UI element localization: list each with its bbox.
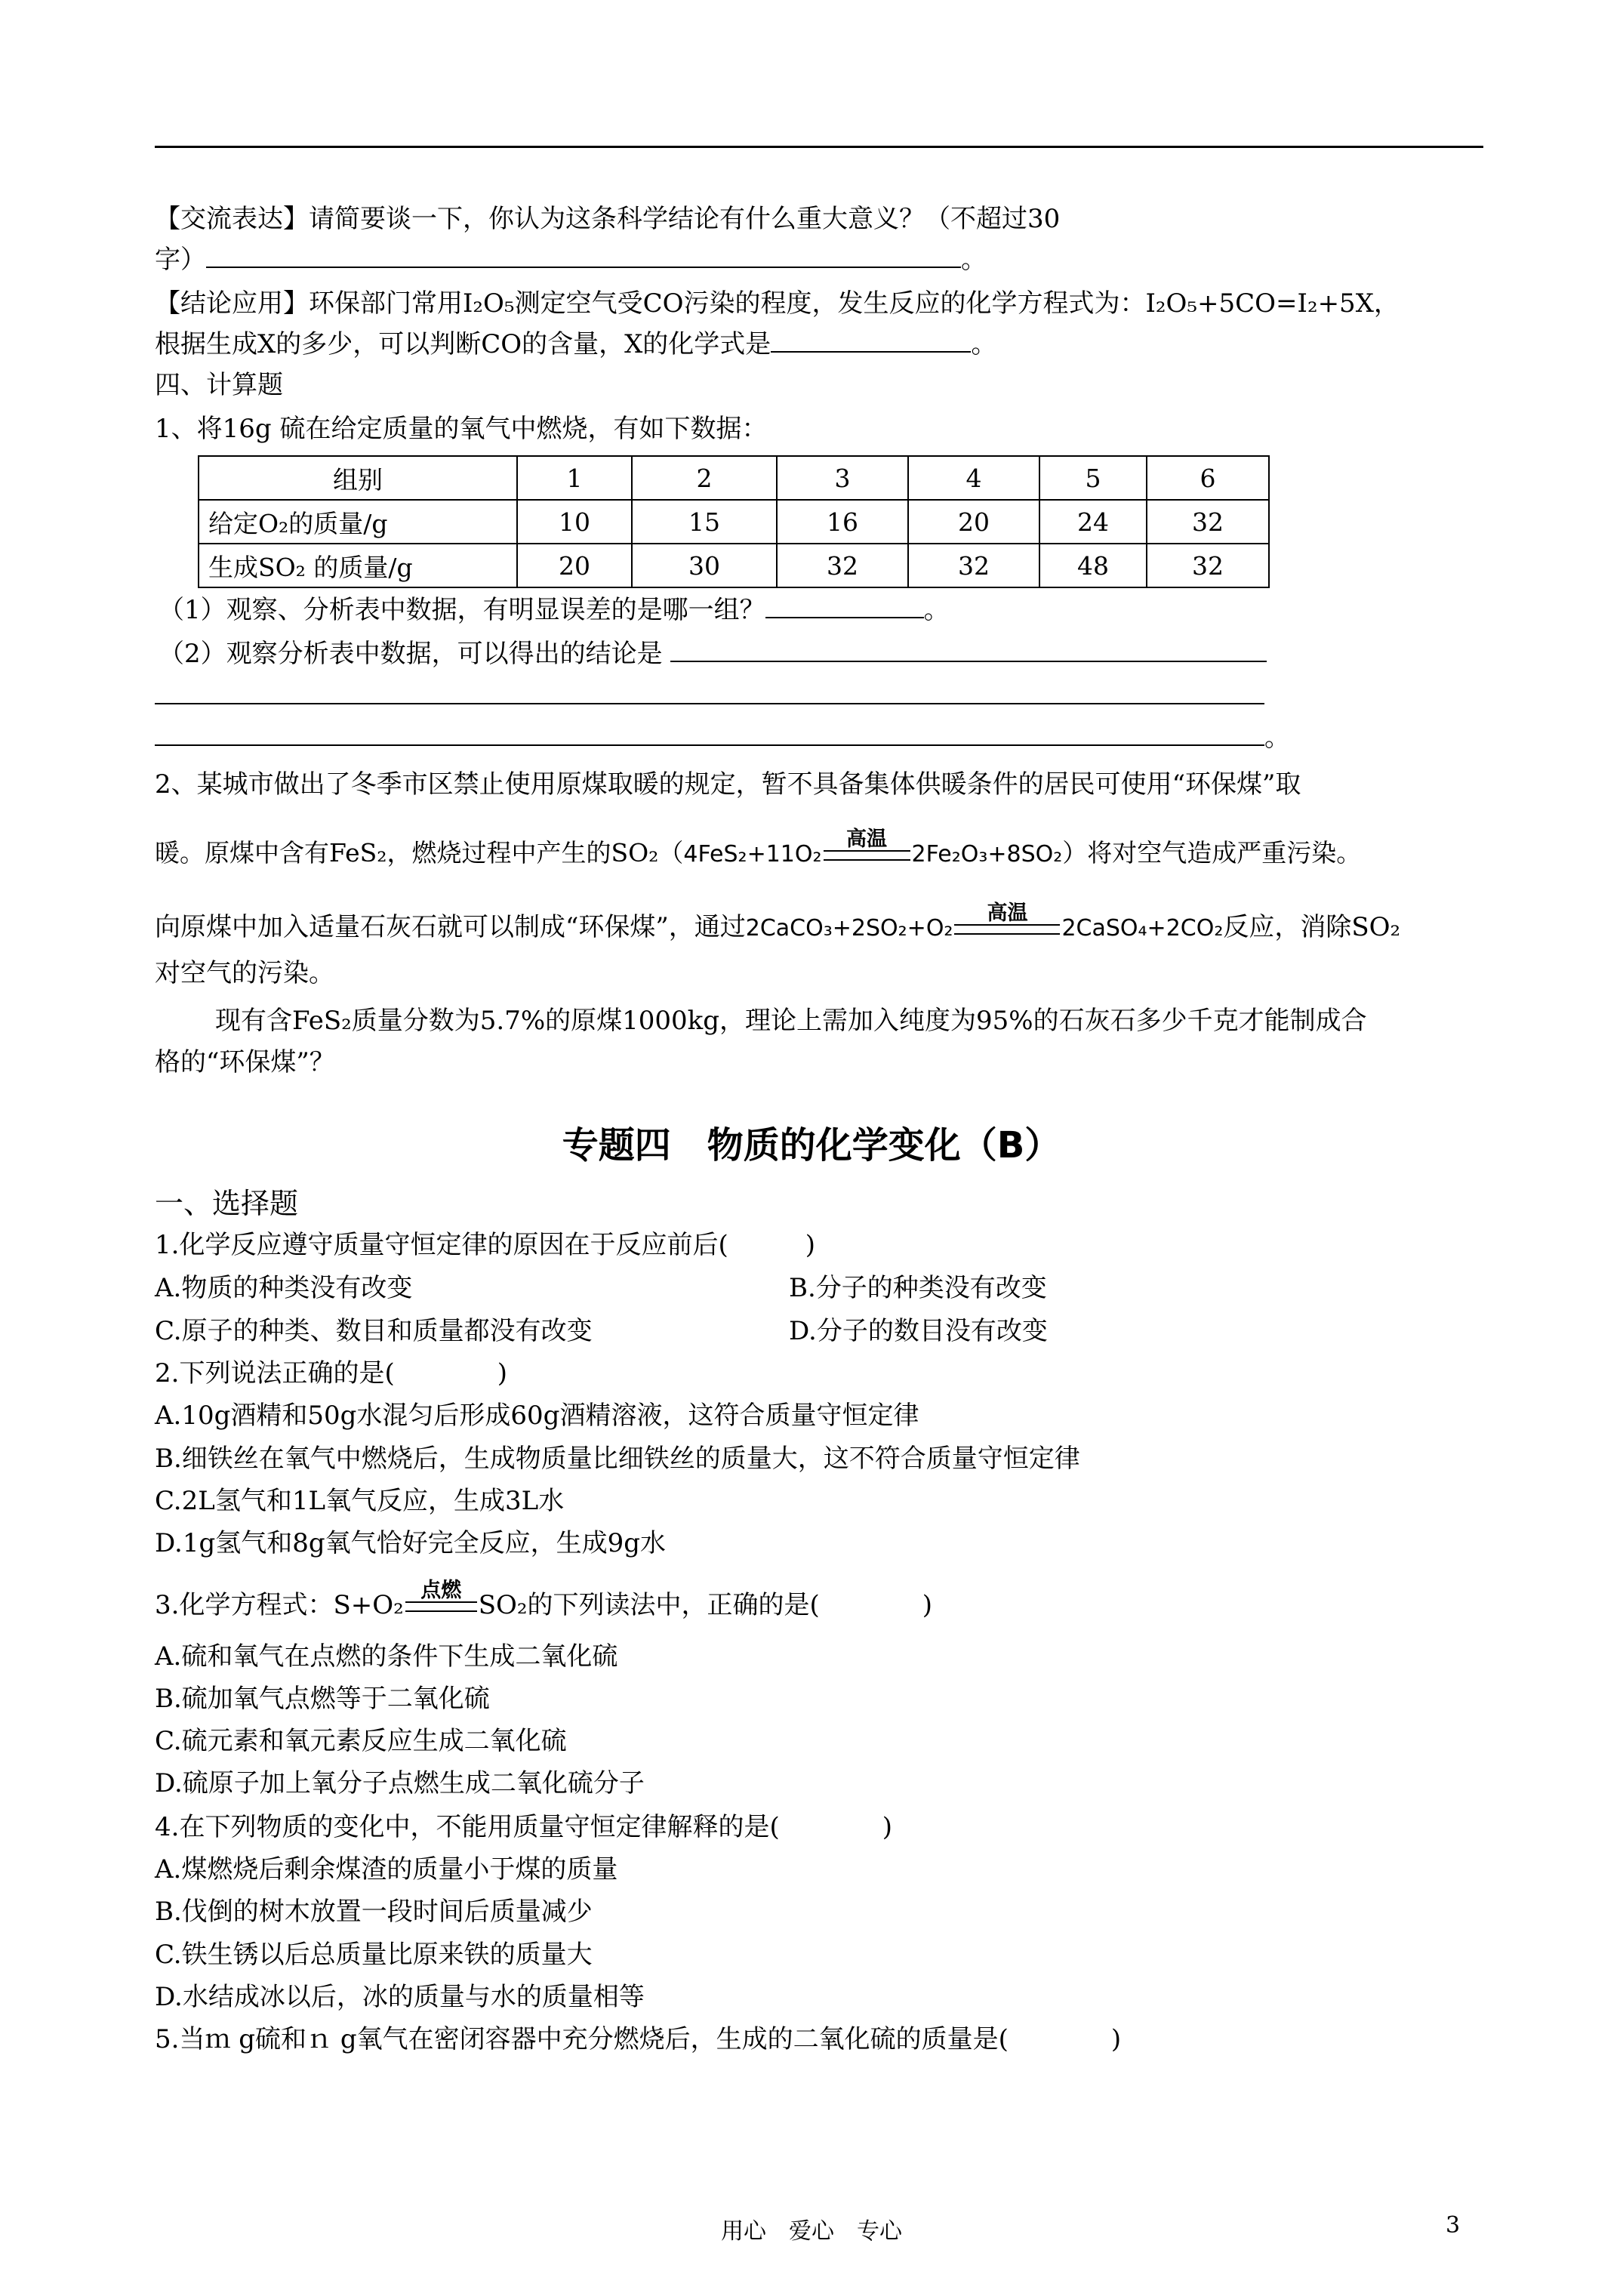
mc1-option-a[interactable]: A.物质的种类没有改变 (155, 1273, 413, 1303)
table-cell: 16 (777, 500, 908, 544)
table-cell: 24 (1039, 500, 1147, 544)
eq-sign (405, 1579, 477, 1612)
table-header-cell: 1 (517, 456, 632, 500)
mc1-option-b[interactable]: B.分子的种类没有改变 (789, 1273, 1047, 1303)
mc3-stem (155, 1579, 933, 1622)
q2-line-2 (155, 827, 1362, 871)
application-line-2 (155, 328, 996, 361)
exchange-line-2 (155, 243, 987, 276)
mc3-option-c[interactable]: C.硫元素和氧元素反应生成二氧化硫 (155, 1726, 567, 1756)
table-row (199, 500, 1269, 544)
table-cell: 48 (1039, 544, 1147, 587)
mc2-option-d[interactable]: D.1g氢气和8g氧气恰好完全反应，生成9g水 (155, 1528, 667, 1558)
q1-answer-line-2 (155, 680, 1264, 713)
application-prefix: 根据生成X的多少，可以判断CO的含量，X的化学式是 (155, 329, 771, 359)
q1-sub-2-text: （2）观察分析表中数据，可以得出的结论是 (159, 639, 663, 669)
table-row (199, 456, 1269, 500)
section-4-title: 四、计算题 (155, 370, 283, 400)
table-cell: 30 (632, 544, 777, 587)
mc5-stem: 5.当ｍ g硫和ｎ g氧气在密闭容器中充分燃烧后，生成的二氧化硫的质量是( ) (155, 2024, 1122, 2054)
table-header-cell: 3 (777, 456, 908, 500)
answer-blank-x-formula[interactable] (771, 328, 971, 353)
page-footer: 用心 爱心 专心 (721, 2218, 902, 2245)
table-cell: 20 (908, 500, 1039, 544)
table-header-cell: 4 (908, 456, 1039, 500)
mc1-stem: 1.化学反应遵守质量守恒定律的原因在于反应前后( ) (155, 1230, 815, 1260)
mc2-option-a[interactable]: A.10g酒精和50g水混匀后形成60g酒精溶液，这符合质量守恒定律 (155, 1401, 919, 1431)
eq-right: 2Fe₂O₃+8SO₂ (911, 841, 1063, 868)
mc4-option-c[interactable]: C.铁生锈以后总质量比原来铁的质量大 (155, 1940, 593, 1970)
table-header-cell: 5 (1039, 456, 1147, 500)
q1-sub-2 (159, 637, 1267, 670)
table-row (199, 544, 1269, 587)
q1-sub-1 (159, 593, 950, 627)
eq-left: 2CaCO₃+2SO₂+O₂ (745, 915, 953, 942)
page-number: 3 (1446, 2212, 1461, 2239)
q2-line-3 (155, 901, 1401, 945)
eq-right: 2CaSO₄+2CO₂ (1061, 915, 1224, 942)
mc2-option-c[interactable]: C.2L氢气和1L氧气反应，生成3L水 (155, 1486, 565, 1516)
mc3-option-d[interactable]: D.硫原子加上氧分子点燃生成二氧化硫分子 (155, 1768, 645, 1798)
eq-condition: 点燃 (420, 1579, 462, 1602)
mc3-option-b[interactable]: B.硫加氧气点燃等于二氧化硫 (155, 1684, 490, 1714)
table-cell: 32 (1147, 500, 1269, 544)
q1-sub-1-suffix: 。 (923, 595, 950, 625)
q2-line-6: 格的“环保煤”？ (155, 1047, 335, 1077)
q1-sub-1-text: （1）观察、分析表中数据，有明显误差的是哪一组？ (159, 595, 765, 625)
row-label: 生成SO₂ 的质量/g (199, 544, 517, 587)
answer-blank-conclusion-1[interactable] (670, 638, 1267, 662)
mc1-option-c[interactable]: C.原子的种类、数目和质量都没有改变 (155, 1316, 593, 1346)
table-cell: 32 (777, 544, 908, 587)
q2-text: 向原煤中加入适量石灰石就可以制成“环保煤”，通过 (155, 912, 746, 942)
exchange-suffix: 。 (961, 245, 987, 275)
q2-line-5: 现有含FeS₂质量分数为5.7%的原煤1000kg，理论上需加入纯度为95%的石灰石多少千克才能制成合 (215, 1006, 1367, 1036)
eq-condition: 高温 (987, 901, 1028, 925)
mc4-option-b[interactable]: B.伐倒的树木放置一段时间后质量减少 (155, 1897, 593, 1927)
q2-line-4: 对空气的污染。 (155, 958, 334, 988)
application-line-1: 【结论应用】环保部门常用I₂O₅测定空气受CO污染的程度，发生反应的化学方程式为：I₂O₅+5CO=I₂+5X， (155, 288, 1400, 319)
table-header-cell: 2 (632, 456, 777, 500)
table-header-label: 组别 (199, 456, 517, 500)
section-1-title: 一、选择题 (155, 1187, 299, 1220)
application-suffix: 。 (971, 329, 997, 359)
q2-text: 暖。原煤中含有FeS₂，燃烧过程中产生的SO₂（ (155, 838, 684, 868)
eq-sign (954, 901, 1060, 935)
row-label: 给定O₂的质量/g (199, 500, 517, 544)
answer-blank-error-group[interactable] (765, 594, 924, 618)
mc3-option-a[interactable]: A.硫和氧气在点燃的条件下生成二氧化硫 (155, 1641, 618, 1672)
topic-heading: 专题四 物质的化学变化（B） (562, 1124, 1061, 1166)
q1-data-table (198, 455, 1270, 588)
table-cell: 10 (517, 500, 632, 544)
mc2-stem: 2.下列说法正确的是( ) (155, 1358, 507, 1388)
mc1-option-d[interactable]: D.分子的数目没有改变 (789, 1316, 1048, 1346)
table-cell: 32 (908, 544, 1039, 587)
q1-intro: 1、将16g 硫在给定质量的氧气中燃烧，有如下数据： (155, 414, 768, 444)
table-cell: 15 (632, 500, 777, 544)
exchange-line-1: 【交流表达】请简要谈一下，你认为这条科学结论有什么重大意义？（不超过30 (155, 204, 1061, 234)
mc4-option-a[interactable]: A.煤燃烧后剩余煤渣的质量小于煤的质量 (155, 1854, 618, 1885)
eq-condition: 高温 (846, 827, 888, 851)
mc3-stem-b: SO₂的下列读法中，正确的是( ) (478, 1590, 933, 1620)
eq-sign (824, 827, 910, 861)
q1-sub-2-end: 。 (1264, 723, 1290, 753)
equation-fes2-combustion (683, 827, 1063, 871)
eq-left: 4FeS₂+11O₂ (683, 841, 822, 868)
header-rule (155, 146, 1483, 148)
exchange-prefix: 字） (155, 245, 206, 275)
q1-answer-line-3 (155, 721, 1290, 754)
answer-blank-conclusion-2[interactable] (155, 680, 1264, 704)
q2-line-1: 2、某城市做出了冬季市区禁止使用原煤取暖的规定，暂不具备集体供暖条件的居民可使用“环保煤”取 (155, 769, 1301, 800)
mc2-option-b[interactable]: B.细铁丝在氧气中燃烧后，生成物质量比细铁丝的质量大，这不符合质量守恒定律 (155, 1444, 1080, 1474)
q2-text: 反应，消除SO₂ (1223, 912, 1401, 942)
answer-blank-significance[interactable] (206, 244, 961, 268)
mc3-stem-a: 3.化学方程式：S+O₂ (155, 1590, 404, 1620)
table-cell: 20 (517, 544, 632, 587)
equation-caco3-desulfurization (745, 901, 1224, 945)
mc4-stem: 4.在下列物质的变化中，不能用质量守恒定律解释的是( ) (155, 1812, 892, 1842)
answer-blank-conclusion-3[interactable] (155, 722, 1264, 746)
table-cell: 32 (1147, 544, 1269, 587)
mc4-option-d[interactable]: D.水结成冰以后，冰的质量与水的质量相等 (155, 1982, 645, 2012)
q2-text: ）将对空气造成严重污染。 (1062, 838, 1362, 868)
table-header-cell: 6 (1147, 456, 1269, 500)
